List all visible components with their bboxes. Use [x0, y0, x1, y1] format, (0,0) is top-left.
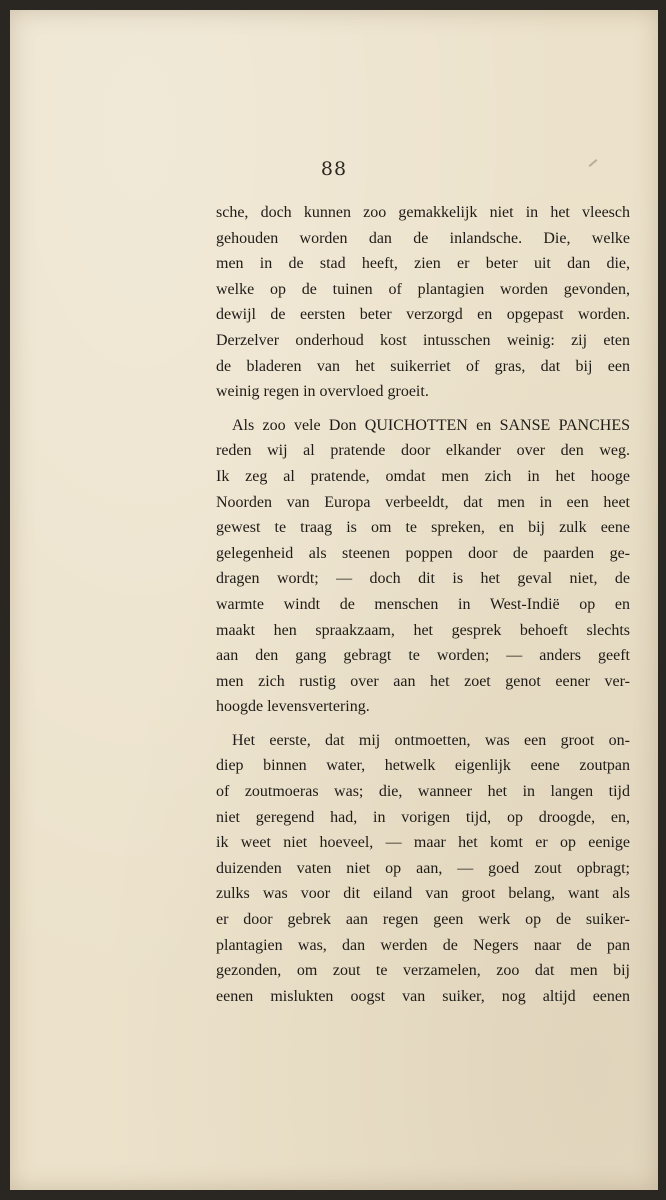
- text-line: welke op de tuinen of plantagien worden gevonden,: [216, 280, 630, 298]
- text-line: gelegenheid als steenen poppen door de paarden ge-: [216, 544, 630, 562]
- text-line: Ik zeg al pratende, omdat men zich in het hooge: [216, 467, 630, 485]
- text-line: Derzelver onderhoud kost intusschen weinig: zij eten: [216, 331, 630, 349]
- body-text: [216, 200, 630, 1009]
- text-line: duizenden vaten niet op aan, — goed zout opbragt;: [216, 859, 630, 877]
- text-line: maakt hen spraakzaam, het gesprek behoeft slechts: [216, 621, 630, 639]
- book-page: [10, 10, 658, 1190]
- paragraph-3: [216, 728, 630, 1010]
- text-line: gewest te traag is om te spreken, en bij zulk eene: [216, 519, 630, 537]
- paragraph-1: [216, 200, 630, 405]
- text-line: er door gebrek aan regen geen werk op de suiker-: [216, 911, 630, 929]
- text-line: sche, doch kunnen zoo gemakkelijk niet in het vleesch: [216, 204, 630, 221]
- text-line: ik weet niet hoeveel, — maar het komt er op eenige: [216, 834, 630, 852]
- text-line: of zoutmoeras was; die, wanneer het in langen tijd: [216, 783, 630, 801]
- text-line: dragen wordt; — doch dit is het geval niet, de: [216, 570, 630, 588]
- text-line: Noorden van Europa verbeeldt, dat men in een heet: [216, 493, 630, 511]
- text-line: Als zoo vele Don QUICHOTTEN en SANSE PANCHES: [232, 416, 630, 434]
- text-line: gehouden worden dan de inlandsche. Die, welke: [216, 229, 630, 247]
- text-line: men in de stad heeft, zien er beter uit dan die,: [216, 255, 630, 273]
- text-line: men zich rustig over aan het zoet genot eener ver-: [216, 672, 630, 690]
- text-line: dewijl de eersten beter verzorgd en opgepast worden.: [216, 306, 630, 324]
- text-line: warmte windt de menschen in West-Indië op en: [216, 595, 630, 613]
- text-line: zulks was voor dit eiland van groot belang, want als: [216, 885, 630, 903]
- text-line: plantagien was, dan werden de Negers naar de pan: [216, 936, 630, 954]
- text-line: hoogde levensvertering.: [216, 698, 370, 716]
- text-line: diep binnen water, hetwelk eigenlijk eene zoutpan: [216, 757, 630, 775]
- text-line: reden wij al pratende door elkander over den weg.: [216, 442, 630, 460]
- text-line: aan den gang gebragt te worden; — anders geeft: [216, 647, 630, 665]
- text-line: de bladeren van het suikerriet of gras, dat bij een: [216, 357, 630, 375]
- text-line: niet geregend had, in vorigen tijd, op droogde, en,: [216, 808, 630, 826]
- text-line: eenen mislukten oogst van suiker, nog altijd eenen: [216, 987, 630, 1005]
- text-line: weinig regen in overvloed groeit.: [216, 383, 429, 401]
- text-line: Het eerste, dat mij ontmoetten, was een groot on-: [232, 731, 630, 749]
- text-line: gezonden, om zout te verzamelen, zoo dat men bij: [216, 962, 630, 980]
- paragraph-2: [216, 413, 630, 720]
- page-number: 88: [320, 158, 348, 180]
